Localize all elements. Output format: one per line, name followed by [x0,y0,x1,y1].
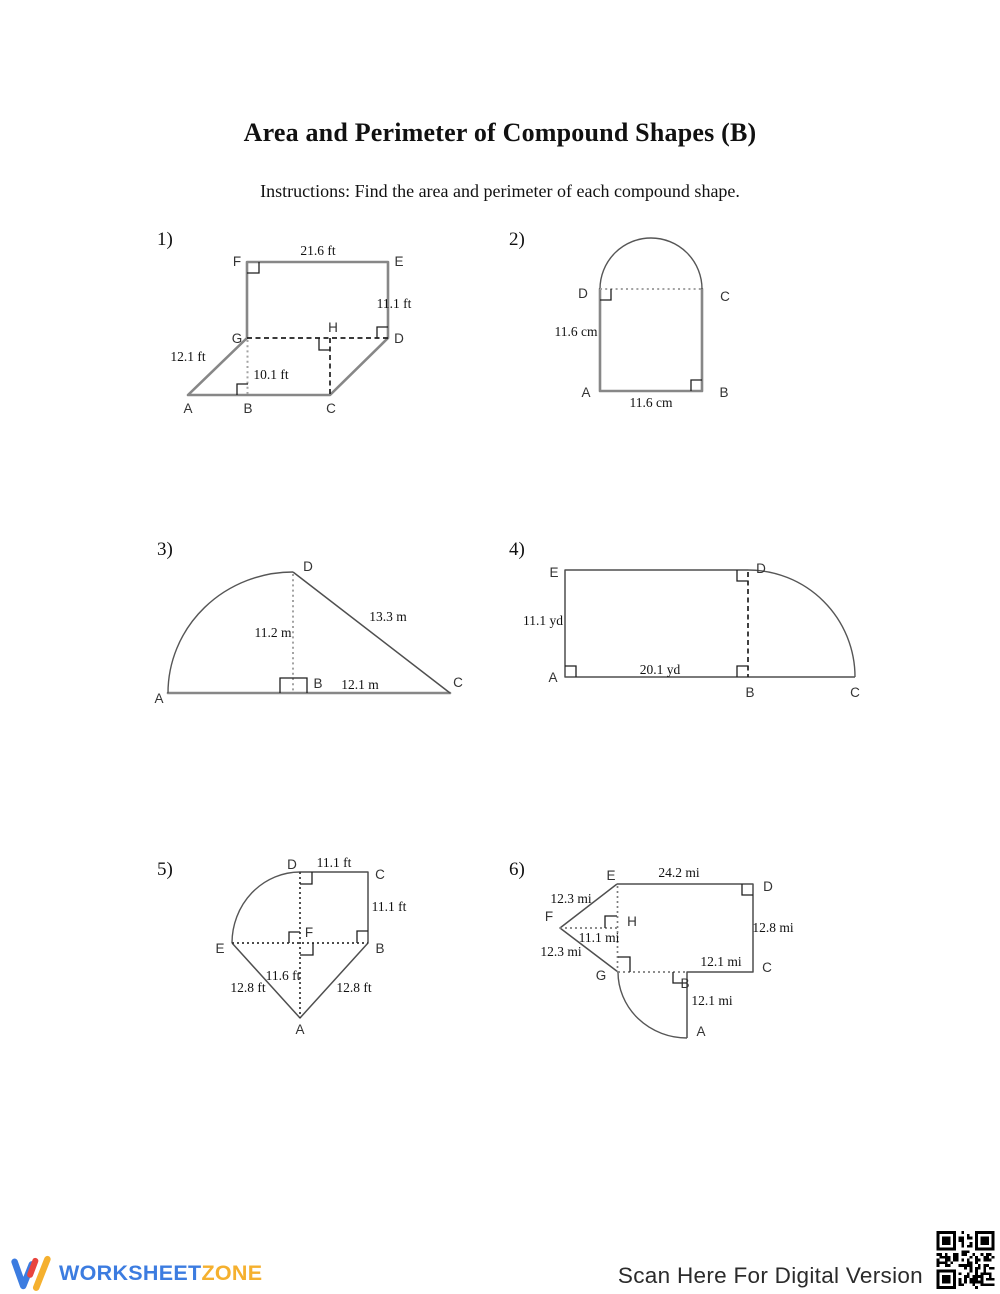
page-title: Area and Perimeter of Compound Shapes (B) [243,118,757,147]
vertex-label: B [680,976,690,991]
problem-3-figure [148,545,478,713]
vertex-label: F [304,925,314,940]
dim-label: 12.8 ft [336,980,372,995]
problem-2-figure [545,230,745,415]
figure-outline [565,570,855,677]
dim-label: 20.1 yd [639,662,681,677]
logo-yellow-stroke [36,1259,47,1288]
right-angle-marks [280,678,307,693]
vertex-label: C [720,289,730,304]
dim-label: 12.1 m [341,677,379,692]
problem-6-figure [533,860,833,1052]
problem-1-figure [155,235,445,420]
worksheetzone-logo [10,1254,262,1292]
vertex-label: G [595,968,607,983]
dim-label: 11.1 ft [316,855,352,870]
qr-code [934,1231,997,1289]
dim-label: 11.6 ft [265,968,301,983]
quarter-circle-arc [618,972,690,1038]
dim-label: 10.1 ft [253,367,289,382]
vertex-label: D [763,879,773,894]
vertex-label: B [719,385,729,400]
vertex-label: H [627,914,637,929]
problem-5-number: 5) [157,859,173,880]
vertex-label: B [745,685,755,700]
vertex-label: A [183,401,193,416]
dotted-construction-lines [232,872,368,1018]
dim-label: 13.3 m [369,609,407,624]
vertex-label: A [581,385,591,400]
quarter-circle-arc [748,570,855,677]
vertex-label: E [549,565,559,580]
dim-label: 24.2 mi [658,865,700,880]
vertex-label: D [578,286,588,301]
problem-2-number: 2) [509,229,525,250]
problem-1-number: 1) [157,229,173,250]
dim-label: 11.6 cm [629,395,673,410]
vertex-label: E [394,254,404,269]
dim-label: 11.1 mi [578,930,620,945]
dim-label: 11.1 ft [376,296,412,311]
dim-label: 11.1 ft [371,899,407,914]
dim-label: 21.6 ft [300,243,336,258]
vertex-label: F [232,254,242,269]
vertex-label: D [303,559,313,574]
dim-label: 12.3 mi [540,944,582,959]
figure-outline [600,289,702,391]
vertex-label: B [243,401,253,416]
instructions-text: Instructions: Find the area and perimeter of each compound shape. [260,181,740,201]
dim-label: 12.8 ft [230,980,266,995]
vertex-label: B [313,676,323,691]
problem-5-figure [208,855,423,1047]
vertex-label: C [453,675,463,690]
dim-label: 12.1 ft [170,349,206,364]
right-angle-marks [565,570,748,677]
dim-label: 11.2 m [254,625,292,640]
dim-label: 12.3 mi [550,891,592,906]
scan-here-text: Scan Here For Digital Version [617,1263,923,1288]
dim-label: 12.1 mi [691,993,733,1008]
vertex-label: D [287,857,297,872]
semicircle-arc [600,238,702,289]
logo-w-icon [10,1254,52,1292]
right-angle-marks [600,289,702,391]
vertex-label: A [154,691,164,706]
figure-slant-edge [293,572,450,693]
brand-word-worksheet: WORKSHEET [59,1260,202,1285]
vertex-label: C [850,685,860,700]
vertex-label: A [295,1022,305,1037]
problem-6-number: 6) [509,859,525,880]
problem-4-number: 4) [509,539,525,560]
dim-label: 11.1 yd [523,613,563,628]
vertex-label: D [756,561,766,576]
dim-label: 11.6 cm [554,324,598,339]
problem-3-number: 3) [157,539,173,560]
vertex-label: E [606,868,616,883]
vertex-label: A [696,1024,706,1039]
vertex-label: F [544,909,554,924]
vertex-label: G [231,331,243,346]
dim-label: 12.1 mi [700,954,742,969]
vertex-label: B [375,941,385,956]
dim-label: 12.8 mi [752,920,794,935]
vertex-label: H [328,320,338,335]
vertex-label: E [215,941,225,956]
problem-4-figure [515,545,870,713]
vertex-label: A [548,670,558,685]
vertex-label: C [326,401,336,416]
vertex-label: C [375,867,385,882]
vertex-label: C [762,960,772,975]
brand-word-zone: ZONE [201,1260,263,1285]
vertex-label: D [394,331,404,346]
